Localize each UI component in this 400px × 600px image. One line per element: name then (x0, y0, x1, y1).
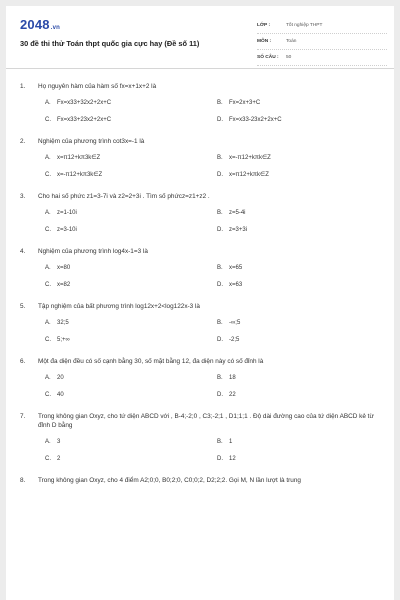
question-stem (20, 82, 382, 91)
meta-value: Tốt nghiệp THPT (286, 23, 323, 28)
option-letter: D. (217, 282, 223, 288)
option-letter: B. (217, 210, 223, 216)
answer-options (20, 209, 382, 234)
option-letter: A. (45, 439, 51, 445)
answer-option[interactable] (217, 154, 389, 162)
question-number: 3. (20, 193, 26, 200)
option-text: Fx=x33+23x2+2x+C (57, 117, 112, 123)
exam-title: 30 đề thi thử Toán thpt quốc gia cực hay (Đề số 11) (20, 39, 200, 48)
answer-option[interactable] (45, 209, 217, 217)
answer-option[interactable] (45, 336, 217, 344)
logo-suffix: .vn (50, 25, 61, 31)
option-letter: A. (45, 100, 51, 106)
option-letter: A. (45, 155, 51, 161)
question-text: Trong không gian Oxyz, cho 4 điểm A2;0;0, B0;2;0, C0;0;2, D2;2;2. Gọi M, N lần lượt là trung (38, 477, 301, 484)
answer-options (20, 99, 382, 124)
answer-option[interactable] (217, 171, 389, 179)
answer-option[interactable] (45, 171, 217, 179)
option-letter: C. (45, 392, 51, 398)
answer-option[interactable] (217, 99, 389, 107)
answer-options (20, 154, 382, 179)
answer-options (20, 264, 382, 289)
option-text: -∞;5 (229, 320, 241, 326)
option-text: Fx=x33-23x2+2x+C (229, 117, 282, 123)
answer-option[interactable] (45, 374, 217, 382)
option-letter: C. (45, 337, 51, 343)
site-logo[interactable] (20, 17, 60, 32)
answer-options (20, 374, 382, 399)
answer-option[interactable] (45, 391, 217, 399)
answer-option[interactable] (45, 99, 217, 107)
answer-option[interactable] (45, 226, 217, 234)
question-number: 7. (20, 413, 26, 420)
option-letter: D. (217, 456, 223, 462)
option-text: 1 (229, 439, 233, 445)
option-text: x=-π12+kπ3k∈Z (57, 172, 103, 178)
answer-option[interactable] (45, 319, 217, 327)
option-text: x=-π12+kπk∈Z (229, 155, 271, 161)
question-stem (20, 302, 382, 311)
exam-meta (257, 18, 387, 66)
exam-sheet (6, 6, 394, 600)
meta-value: 50 (286, 55, 292, 60)
option-text: 18 (229, 375, 236, 381)
answer-option[interactable] (217, 226, 389, 234)
meta-value: Toán (286, 39, 297, 44)
answer-option[interactable] (45, 154, 217, 162)
question-number: 8. (20, 477, 26, 484)
question-stem (20, 476, 382, 485)
question-number: 4. (20, 248, 26, 255)
answer-option[interactable] (45, 455, 217, 463)
question (20, 192, 382, 234)
option-letter: D. (217, 392, 223, 398)
option-letter: A. (45, 265, 51, 271)
answer-option[interactable] (217, 374, 389, 382)
option-text: Fx=2x+3+C (229, 100, 261, 106)
option-text: x=63 (229, 282, 243, 288)
question (20, 302, 382, 344)
question-number: 6. (20, 358, 26, 365)
option-text: z=1-10i (57, 210, 77, 216)
question (20, 247, 382, 289)
option-text: x=π12+kπk∈Z (229, 172, 269, 178)
question-number: 2. (20, 138, 26, 145)
option-letter: D. (217, 172, 223, 178)
question-text: Một đa diện đều có số cạnh bằng 30, số mặt bằng 12, đa diện này có số đỉnh là (38, 358, 264, 365)
option-letter: C. (45, 456, 51, 462)
answer-options (20, 438, 382, 463)
option-letter: B. (217, 439, 223, 445)
option-letter: C. (45, 227, 51, 233)
answer-option[interactable] (217, 455, 389, 463)
option-letter: D. (217, 117, 223, 123)
option-letter: C. (45, 172, 51, 178)
answer-option[interactable] (217, 264, 389, 272)
answer-option[interactable] (217, 319, 389, 327)
option-text: -2;5 (229, 337, 240, 343)
question-number: 1. (20, 83, 26, 90)
question-stem (20, 412, 382, 430)
option-letter: A. (45, 210, 51, 216)
answer-option[interactable] (217, 391, 389, 399)
option-letter: D. (217, 227, 223, 233)
option-letter: A. (45, 375, 51, 381)
option-letter: C. (45, 282, 51, 288)
question-text: Nghiệm của phương trình cot3x=-1 là (38, 138, 145, 145)
answer-options (20, 319, 382, 344)
answer-option[interactable] (217, 116, 389, 124)
question-text: Nghiệm của phương trình log4x-1=3 là (38, 248, 148, 255)
option-text: x=80 (57, 265, 71, 271)
answer-option[interactable] (45, 116, 217, 124)
question-list (20, 82, 382, 498)
option-text: 3 (57, 439, 61, 445)
exam-header (6, 6, 394, 69)
question-stem (20, 357, 382, 366)
option-text: z=3+3i (229, 227, 248, 233)
answer-option[interactable] (217, 336, 389, 344)
answer-option[interactable] (217, 438, 389, 446)
option-text: 2 (57, 456, 61, 462)
question (20, 137, 382, 179)
option-text: z=5-4i (229, 210, 246, 216)
option-letter: B. (217, 320, 223, 326)
question-stem (20, 137, 382, 146)
option-text: x=π12+kπ3k∈Z (57, 155, 101, 161)
answer-option[interactable] (217, 281, 389, 289)
option-text: 5;+∞ (57, 337, 70, 343)
meta-key: MÔN : (257, 39, 272, 44)
question-text: Cho hai số phức z1=3-7i và z2=2+3i . Tìm số phứcz=z1+z2 . (38, 193, 210, 200)
question (20, 412, 382, 463)
question-text: Tập nghiệm của bất phương trình log12x+2<log122x-3 là (38, 303, 200, 310)
meta-row (257, 50, 387, 66)
question (20, 357, 382, 399)
question (20, 82, 382, 124)
option-letter: B. (217, 375, 223, 381)
option-letter: B. (217, 155, 223, 161)
option-text: x=65 (229, 265, 243, 271)
question-stem (20, 247, 382, 256)
meta-row (257, 34, 387, 50)
meta-key: LỚP : (257, 23, 271, 28)
option-text: 22 (229, 392, 236, 398)
option-letter: B. (217, 265, 223, 271)
question (20, 476, 382, 485)
option-text: z=3-10i (57, 227, 77, 233)
answer-option[interactable] (45, 438, 217, 446)
option-text: 40 (57, 392, 64, 398)
option-text: 20 (57, 375, 64, 381)
answer-option[interactable] (45, 281, 217, 289)
option-letter: C. (45, 117, 51, 123)
option-text: Fx=x33+32x2+2x+C (57, 100, 112, 106)
meta-row (257, 18, 387, 34)
question-text: Họ nguyên hàm của hàm số fx=x+1x+2 là (38, 83, 157, 90)
answer-option[interactable] (217, 209, 389, 217)
question-number: 5. (20, 303, 26, 310)
logo-text: 2048 (20, 17, 50, 32)
option-text: 32;5 (57, 320, 69, 326)
option-letter: A. (45, 320, 51, 326)
option-text: x=82 (57, 282, 71, 288)
question-text: Trong không gian Oxyz, cho tứ diện ABCD với , B-4;-2;0 , C3;-2;1 , D1;1;1 . Độ dài đường cao của tứ diện ABCD kẻ từ đỉnh D bằng (38, 413, 374, 429)
meta-key: SỐ CÂU : (257, 55, 279, 60)
option-text: 12 (229, 456, 236, 462)
option-letter: B. (217, 100, 223, 106)
question-stem (20, 192, 382, 201)
answer-option[interactable] (45, 264, 217, 272)
option-letter: D. (217, 337, 223, 343)
